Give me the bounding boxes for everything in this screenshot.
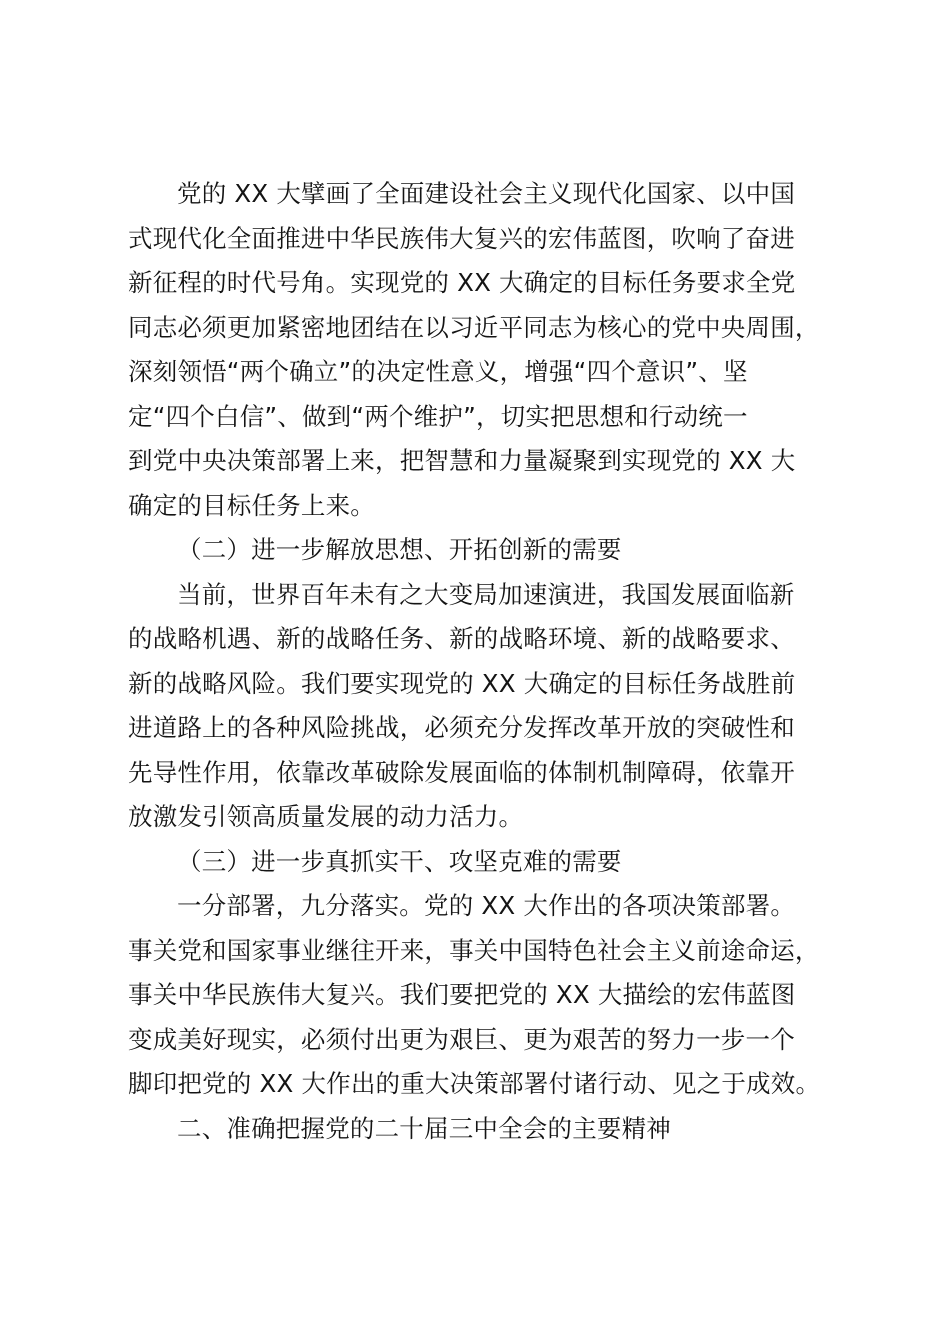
section-heading: 二、准确把握党的二十届三中全会的主要精神 <box>177 1113 671 1143</box>
paragraph-line: 式现代化全面推进中华民族伟大复兴的宏伟蓝图，吹响了奋进 <box>128 223 795 253</box>
paragraph-line: 新征程的时代号角。实现党的 XX 大确定的目标任务要求全党 <box>128 268 796 297</box>
paragraph-line: 事关党和国家事业继往开来，事关中国特色社会主义前途命运， <box>128 935 820 965</box>
paragraph-line: 深刻领悟“两个确立”的决定性意义，增强“四个意识”、坚 <box>128 357 748 386</box>
paragraph-line: 当前，世界百年未有之大变局加速演进，我国发展面临新 <box>177 579 795 609</box>
paragraph-line: 进道路上的各种风险挑战，必须充分发挥改革开放的突破性和 <box>128 713 795 742</box>
paragraph-line: 到党中央决策部署上来，把智慧和力量凝聚到实现党的 XX 大 <box>128 446 796 475</box>
paragraph-line: 定“四个白信”、做到“两个维护”，切实把思想和行动统一 <box>128 401 748 431</box>
paragraph-line: 新的战略风险。我们要实现党的 XX 大确定的目标任务战胜前 <box>128 668 796 698</box>
section-heading: （二）进一步解放思想、开拓创新的需要 <box>177 535 622 564</box>
paragraph-line: 同志必须更加紧密地团结在以习近平同志为核心的党中央周围， <box>128 312 820 342</box>
section-heading: （三）进一步真抓实干、攻坚克难的需要 <box>177 846 622 876</box>
paragraph-line: 变成美好现实，必须付出更为艰巨、更为艰苦的努力一步一个 <box>128 1024 795 1054</box>
paragraph-line: 一分部署，九分落实。党的 XX 大作出的各项决策部署。 <box>177 891 796 920</box>
paragraph-line: 先导性作用，依靠改革破除发展面临的体制机制障碍，依靠开 <box>128 757 795 787</box>
paragraph-line: 党的 XX 大擘画了全面建设社会主义现代化国家、以中国 <box>177 179 796 208</box>
paragraph-line: 确定的目标任务上来。 <box>128 490 375 520</box>
paragraph-line: 脚印把党的 XX 大作出的重大决策部署付诸行动、见之于成效。 <box>128 1069 821 1098</box>
paragraph-line: 的战略机遇、新的战略任务、新的战略环境、新的战略要求、 <box>128 624 795 653</box>
document-body <box>128 172 840 1151</box>
paragraph-line: 放激发引领高质量发展的动力活力。 <box>128 802 524 831</box>
paragraph-line: 事关中华民族伟大复兴。我们要把党的 XX 大描绘的宏伟蓝图 <box>128 980 796 1009</box>
